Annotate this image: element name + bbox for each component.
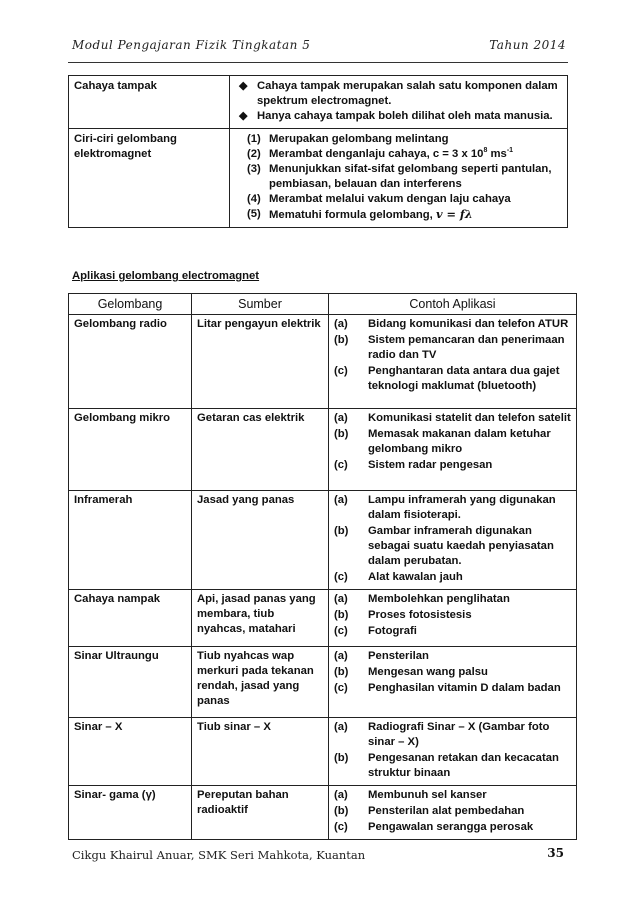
footer-author: Cikgu Khairul Anuar, SMK Seri Mahkota, Kuantan	[72, 848, 366, 862]
header-module-title: Modul Pengajaran Fizik Tingkatan 5	[72, 38, 311, 52]
header-rule	[68, 62, 568, 63]
list-item	[247, 207, 562, 223]
application-list	[334, 493, 571, 585]
applications-table	[68, 293, 577, 840]
application-list	[334, 649, 571, 696]
item-text: Pensterilan	[368, 650, 429, 662]
item-number: (5)	[247, 208, 261, 220]
item-label: (c)	[334, 625, 348, 637]
item-text: Lampu inframerah yang digunakan dalam fisioterapi.	[368, 494, 556, 521]
diamond-bullet-icon: ◆	[239, 80, 248, 92]
table-row	[69, 409, 577, 491]
list-item	[247, 147, 562, 162]
wave-type-cell: Sinar- gama (γ)	[69, 786, 192, 840]
item-label: (a)	[334, 650, 348, 662]
table-row	[69, 315, 577, 409]
item-label: (b)	[334, 525, 349, 537]
item-text: Merupakan gelombang melintang	[269, 133, 449, 145]
item-label: (a)	[334, 721, 348, 733]
item-text: Pensterilan alat pembedahan	[368, 805, 525, 817]
item-text: Mematuhi formula gelombang,	[269, 209, 436, 221]
list-item	[247, 192, 562, 207]
diamond-bullet-icon: ◆	[239, 110, 248, 122]
list-item	[334, 681, 571, 696]
applications-cell	[329, 590, 577, 647]
exponent: -1	[506, 147, 514, 155]
list-item	[334, 804, 571, 819]
list-item	[247, 162, 562, 192]
list-item	[334, 592, 571, 607]
list-item	[334, 608, 571, 623]
table-row	[69, 647, 577, 718]
bullet-text: Cahaya tampak merupakan salah satu komponen dalam spektrum electromagnet.	[257, 80, 558, 107]
item-label: (a)	[334, 789, 348, 801]
item-text: Radiografi Sinar – X (Gambar foto sinar – X)	[368, 721, 550, 748]
wave-formula: v = fλ	[435, 207, 473, 221]
list-item	[334, 317, 571, 332]
item-label: (a)	[334, 593, 348, 605]
item-text: Gambar inframerah digunakan sebagai suatu kaedah penyiasatan dalam perubatan.	[368, 525, 554, 567]
table-row	[69, 491, 577, 590]
column-header: Sumber	[192, 294, 329, 315]
item-text: Komunikasi statelit dan telefon satelit	[368, 412, 571, 424]
source-cell: Tiub sinar – X	[192, 718, 329, 786]
table-row	[69, 718, 577, 786]
item-label: (a)	[334, 412, 348, 424]
applications-cell	[329, 786, 577, 840]
row-content	[230, 129, 568, 228]
item-text: ms	[487, 148, 507, 160]
list-item	[334, 665, 571, 680]
row-label: Cahaya tampak	[69, 76, 230, 129]
wave-type-cell: Gelombang mikro	[69, 409, 192, 491]
item-number: (3)	[247, 163, 261, 175]
item-text: Pengesanan retakan dan kecacatan struktur binaan	[368, 752, 559, 779]
list-item	[334, 458, 571, 473]
column-header: Contoh Aplikasi	[329, 294, 577, 315]
numbered-list	[235, 132, 562, 223]
item-text: Penghasilan vitamin D dalam badan	[368, 682, 561, 694]
list-item	[334, 720, 571, 750]
list-item	[235, 109, 562, 124]
table-row	[69, 76, 568, 129]
item-label: (b)	[334, 752, 349, 764]
source-cell: Getaran cas elektrik	[192, 409, 329, 491]
exponent: 8	[483, 147, 488, 155]
item-text: Menunjukkan sifat-sifat gelombang seperti pantulan, pembiasan, belauan dan interferens	[269, 163, 552, 190]
item-number: (4)	[247, 193, 261, 205]
wave-type-cell: Cahaya nampak	[69, 590, 192, 647]
item-text: Penghantaran data antara dua gajet teknologi maklumat (bluetooth)	[368, 365, 560, 392]
list-item	[334, 788, 571, 803]
item-label: (b)	[334, 609, 349, 621]
item-text: Merambat melalui vakum dengan laju cahaya	[269, 193, 511, 205]
item-label: (a)	[334, 494, 348, 506]
table-row	[69, 590, 577, 647]
applications-table-body	[69, 315, 577, 840]
wave-type-cell: Sinar – X	[69, 718, 192, 786]
wave-type-cell: Sinar Ultraungu	[69, 647, 192, 718]
application-list	[334, 788, 571, 835]
item-label: (a)	[334, 318, 348, 330]
item-text: Membunuh sel kanser	[368, 789, 487, 801]
list-item	[334, 333, 571, 363]
item-label: (b)	[334, 334, 349, 346]
table-header-row	[69, 294, 577, 315]
item-text: Sistem radar pengesan	[368, 459, 493, 471]
applications-cell	[329, 491, 577, 590]
page-number: 35	[547, 846, 564, 860]
application-list	[334, 411, 571, 473]
list-item	[334, 820, 571, 835]
list-item	[334, 411, 571, 426]
application-list	[334, 317, 571, 394]
list-item	[334, 364, 571, 394]
source-cell: Tiub nyahcas wap merkuri pada tekanan rendah, jasad yang panas	[192, 647, 329, 718]
list-item	[334, 570, 571, 585]
applications-cell	[329, 647, 577, 718]
item-label: (c)	[334, 571, 348, 583]
application-list	[334, 592, 571, 639]
list-item	[334, 649, 571, 664]
item-label: (b)	[334, 666, 349, 678]
item-text: Bidang komunikasi dan telefon ATUR	[368, 318, 569, 330]
applications-cell	[329, 409, 577, 491]
wave-type-cell: Inframerah	[69, 491, 192, 590]
bullet-list	[235, 79, 562, 124]
item-text: Mengesan wang palsu	[368, 666, 488, 678]
list-item	[247, 132, 562, 147]
item-text: Proses fotosistesis	[368, 609, 472, 621]
row-content	[230, 76, 568, 129]
list-item	[334, 427, 571, 457]
table-row	[69, 129, 568, 228]
list-item	[334, 751, 571, 781]
source-cell: Jasad yang panas	[192, 491, 329, 590]
wave-type-cell: Gelombang radio	[69, 315, 192, 409]
item-label: (b)	[334, 428, 349, 440]
list-item	[334, 524, 571, 569]
section-title: Aplikasi gelombang electromagnet	[72, 270, 260, 282]
item-text: Memasak makanan dalam ketuhar gelombang mikro	[368, 428, 551, 455]
bullet-text: Hanya cahaya tampak boleh dilihat oleh mata manusia.	[257, 110, 553, 122]
item-label: (c)	[334, 821, 348, 833]
item-text: Alat kawalan jauh	[368, 571, 463, 583]
applications-cell	[329, 315, 577, 409]
table-row	[69, 786, 577, 840]
properties-table	[68, 75, 568, 228]
column-header: Gelombang	[69, 294, 192, 315]
item-text: Membolehkan penglihatan	[368, 593, 510, 605]
item-label: (c)	[334, 459, 348, 471]
item-label: (c)	[334, 682, 348, 694]
item-label: (c)	[334, 365, 348, 377]
item-number: (1)	[247, 133, 261, 145]
header-year: Tahun 2014	[489, 38, 566, 52]
list-item	[334, 624, 571, 639]
list-item	[235, 79, 562, 109]
item-text: Merambat denganlaju cahaya, c = 3 x 10	[269, 148, 484, 160]
source-cell: Api, jasad panas yang membara, tiub nyahcas, matahari	[192, 590, 329, 647]
item-label: (b)	[334, 805, 349, 817]
item-text: Sistem pemancaran dan penerimaan radio dan TV	[368, 334, 565, 361]
item-number: (2)	[247, 148, 261, 160]
list-item	[334, 493, 571, 523]
item-text: Pengawalan serangga perosak	[368, 821, 534, 833]
item-text: Fotografi	[368, 625, 417, 637]
row-label: Ciri-ciri gelombang elektromagnet	[69, 129, 230, 228]
source-cell: Pereputan bahan radioaktif	[192, 786, 329, 840]
source-cell: Litar pengayun elektrik	[192, 315, 329, 409]
application-list	[334, 720, 571, 781]
applications-cell	[329, 718, 577, 786]
